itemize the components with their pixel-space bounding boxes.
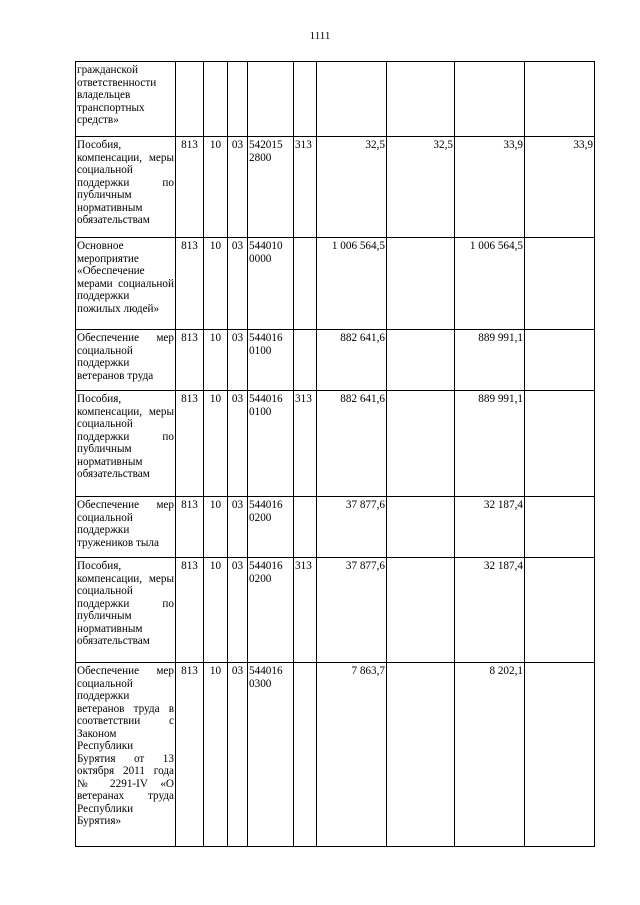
grbs-code-cell — [176, 62, 204, 137]
amount-cell-1 — [317, 62, 387, 137]
page-number: 1111 — [309, 30, 331, 42]
expense-type-cell — [294, 62, 317, 137]
budget-table — [75, 61, 595, 847]
target-article-cell: 544016 0100 — [248, 330, 294, 391]
row-name-cell: Обеспечение мер социальной поддержки ветеранов труда — [76, 330, 176, 391]
amount-cell-2 — [387, 62, 455, 137]
amount-cell-3: 889 991,1 — [455, 391, 525, 497]
section-code-cell: 10 — [204, 391, 228, 497]
expense-type-cell: 313 — [294, 558, 317, 663]
table-row — [76, 497, 595, 558]
subsection-code-cell: 03 — [228, 558, 248, 663]
amount-cell-1: 882 641,6 — [317, 330, 387, 391]
row-name-cell: Пособия, компенсации, меры социальной поддержки по публичным нормативным обязательствам — [76, 391, 176, 497]
amount-cell-2 — [387, 558, 455, 663]
expense-type-cell — [294, 238, 317, 330]
target-article-cell — [248, 62, 294, 137]
row-name-cell: Пособия, компенсации, меры социальной поддержки по публичным нормативным обязательствам — [76, 137, 176, 238]
section-code-cell: 10 — [204, 558, 228, 663]
section-code-cell: 10 — [204, 238, 228, 330]
table-row — [76, 137, 595, 238]
grbs-code-cell: 813 — [176, 330, 204, 391]
row-name-cell: Обеспечение мер социальной поддержки тружеников тыла — [76, 497, 176, 558]
expense-type-cell — [294, 330, 317, 391]
subsection-code-cell: 03 — [228, 497, 248, 558]
expense-type-cell — [294, 497, 317, 558]
grbs-code-cell: 813 — [176, 663, 204, 847]
target-article-cell: 544016 0200 — [248, 558, 294, 663]
amount-cell-4 — [525, 663, 595, 847]
amount-cell-1: 7 863,7 — [317, 663, 387, 847]
table-row — [76, 62, 595, 137]
amount-cell-3: 1 006 564,5 — [455, 238, 525, 330]
row-name-cell: Пособия, компенсации, меры социальной поддержки по публичным нормативным обязательствам — [76, 558, 176, 663]
amount-cell-4 — [525, 558, 595, 663]
target-article-cell: 544010 0000 — [248, 238, 294, 330]
subsection-code-cell: 03 — [228, 238, 248, 330]
amount-cell-2 — [387, 391, 455, 497]
section-code-cell: 10 — [204, 330, 228, 391]
amount-cell-4 — [525, 391, 595, 497]
grbs-code-cell: 813 — [176, 391, 204, 497]
grbs-code-cell: 813 — [176, 137, 204, 238]
row-name-cell: гражданской ответственности владельцев транспортных средств» — [76, 62, 176, 137]
amount-cell-3: 33,9 — [455, 137, 525, 238]
amount-cell-3: 889 991,1 — [455, 330, 525, 391]
grbs-code-cell: 813 — [176, 558, 204, 663]
amount-cell-4 — [525, 62, 595, 137]
amount-cell-1: 37 877,6 — [317, 497, 387, 558]
grbs-code-cell: 813 — [176, 497, 204, 558]
amount-cell-3: 32 187,4 — [455, 558, 525, 663]
section-code-cell — [204, 62, 228, 137]
amount-cell-4 — [525, 238, 595, 330]
amount-cell-2: 32,5 — [387, 137, 455, 238]
target-article-cell: 544016 0200 — [248, 497, 294, 558]
amount-cell-4 — [525, 330, 595, 391]
subsection-code-cell — [228, 62, 248, 137]
row-name-cell: Обеспечение мер социальной поддержки ветеранов труда в соответствии с Законом Республики Бурятия от 13 октября 2011 года № 2291-IV «О ветеранах труда Республики Бурятия» — [76, 663, 176, 847]
subsection-code-cell: 03 — [228, 391, 248, 497]
amount-cell-1: 1 006 564,5 — [317, 238, 387, 330]
subsection-code-cell: 03 — [228, 663, 248, 847]
subsection-code-cell: 03 — [228, 330, 248, 391]
target-article-cell: 544016 0100 — [248, 391, 294, 497]
table-row — [76, 663, 595, 847]
amount-cell-2 — [387, 663, 455, 847]
amount-cell-3: 8 202,1 — [455, 663, 525, 847]
expense-type-cell: 313 — [294, 391, 317, 497]
expense-type-cell — [294, 663, 317, 847]
table-row — [76, 238, 595, 330]
amount-cell-1: 37 877,6 — [317, 558, 387, 663]
target-article-cell: 542015 2800 — [248, 137, 294, 238]
section-code-cell: 10 — [204, 137, 228, 238]
target-article-cell: 544016 0300 — [248, 663, 294, 847]
section-code-cell: 10 — [204, 497, 228, 558]
grbs-code-cell: 813 — [176, 238, 204, 330]
amount-cell-3 — [455, 62, 525, 137]
amount-cell-1: 882 641,6 — [317, 391, 387, 497]
amount-cell-1: 32,5 — [317, 137, 387, 238]
subsection-code-cell: 03 — [228, 137, 248, 238]
table-row — [76, 391, 595, 497]
amount-cell-4 — [525, 497, 595, 558]
amount-cell-4: 33,9 — [525, 137, 595, 238]
table-row — [76, 330, 595, 391]
table-row — [76, 558, 595, 663]
amount-cell-2 — [387, 238, 455, 330]
amount-cell-2 — [387, 330, 455, 391]
section-code-cell: 10 — [204, 663, 228, 847]
row-name-cell: Основное мероприятие «Обеспечение мерами социальной поддержки пожилых людей» — [76, 238, 176, 330]
amount-cell-2 — [387, 497, 455, 558]
expense-type-cell: 313 — [294, 137, 317, 238]
amount-cell-3: 32 187,4 — [455, 497, 525, 558]
